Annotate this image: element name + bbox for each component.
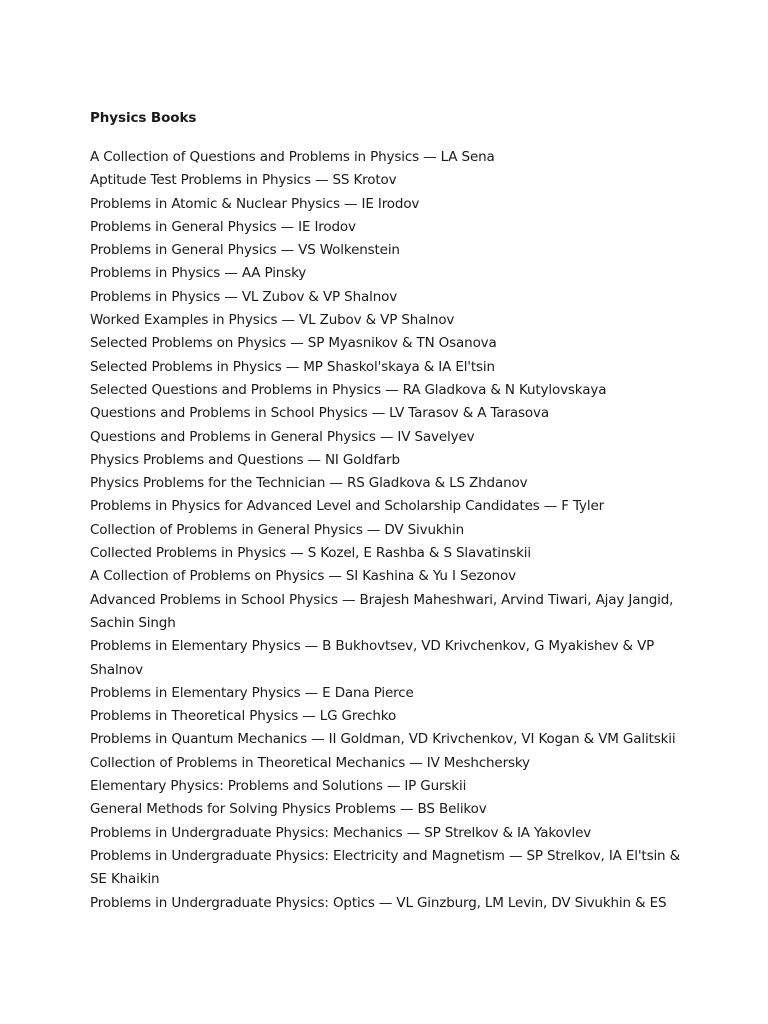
book-item: Problems in Elementary Physics — B Bukhovtsev, VD Krivchenkov, G Myakishev & VP Shalnov — [90, 638, 655, 678]
book-item: Physics Problems and Questions — NI Goldfarb — [90, 451, 400, 468]
book-item: Problems in General Physics — VS Wolkenstein — [90, 242, 400, 259]
book-item: Problems in Elementary Physics — E Dana Pierce — [90, 684, 414, 701]
document-page — [90, 107, 680, 915]
book-item: Problems in Atomic & Nuclear Physics — IE Irodov — [90, 195, 420, 212]
book-list — [90, 146, 680, 915]
book-item: Questions and Problems in School Physics — LV Tarasov & A Tarasova — [90, 405, 549, 422]
book-item: Elementary Physics: Problems and Solutions — IP Gurskii — [90, 778, 467, 795]
book-item: Aptitude Test Problems in Physics — SS Krotov — [90, 172, 397, 189]
book-item: Advanced Problems in School Physics — Brajesh Maheshwari, Arvind Tiwari, Ajay Jangid, Sachin Singh — [90, 591, 674, 631]
page-title: Physics Books — [90, 110, 197, 126]
book-item: Selected Questions and Problems in Physics — RA Gladkova & N Kutylovskaya — [90, 381, 607, 398]
book-item: A Collection of Problems on Physics — SI Kashina & Yu I Sezonov — [90, 568, 516, 585]
book-item: Collection of Problems in Theoretical Mechanics — IV Meshchersky — [90, 754, 530, 771]
book-item: Worked Examples in Physics — VL Zubov & VP Shalnov — [90, 312, 455, 329]
book-item: Problems in Undergraduate Physics: Optics — VL Ginzburg, LM Levin, DV Sivukhin & ES — [90, 894, 667, 911]
book-item: A Collection of Questions and Problems in Physics — LA Sena — [90, 149, 495, 165]
book-item: Problems in Physics for Advanced Level and Scholarship Candidates — F Tyler — [90, 498, 605, 515]
book-item: Problems in Theoretical Physics — LG Grechko — [90, 708, 397, 725]
book-item: Selected Problems in Physics — MP Shaskol'skaya & IA El'tsin — [90, 358, 495, 375]
book-item: Selected Problems on Physics — SP Myasnikov & TN Osanova — [90, 335, 497, 352]
book-item: Problems in Physics — VL Zubov & VP Shalnov — [90, 288, 398, 305]
book-item: General Methods for Solving Physics Problems — BS Belikov — [90, 801, 487, 818]
book-item: Problems in Quantum Mechanics — II Goldman, VD Krivchenkov, VI Kogan & VM Galitskii — [90, 731, 676, 748]
book-item: Collection of Problems in General Physics — DV Sivukhin — [90, 521, 464, 538]
book-item: Problems in General Physics — IE Irodov — [90, 218, 356, 235]
book-item: Physics Problems for the Technician — RS Gladkova & LS Zhdanov — [90, 475, 528, 492]
book-item: Problems in Undergraduate Physics: Mechanics — SP Strelkov & IA Yakovlev — [90, 824, 592, 841]
book-item: Problems in Physics — AA Pinsky — [90, 265, 307, 282]
book-item: Problems in Undergraduate Physics: Electricity and Magnetism — SP Strelkov, IA El'tsin & SE Khaikin — [90, 847, 680, 888]
book-item: Collected Problems in Physics — S Kozel, E Rashba & S Slavatinskii — [90, 545, 532, 562]
book-item: Questions and Problems in General Physics — IV Savelyev — [90, 428, 475, 445]
